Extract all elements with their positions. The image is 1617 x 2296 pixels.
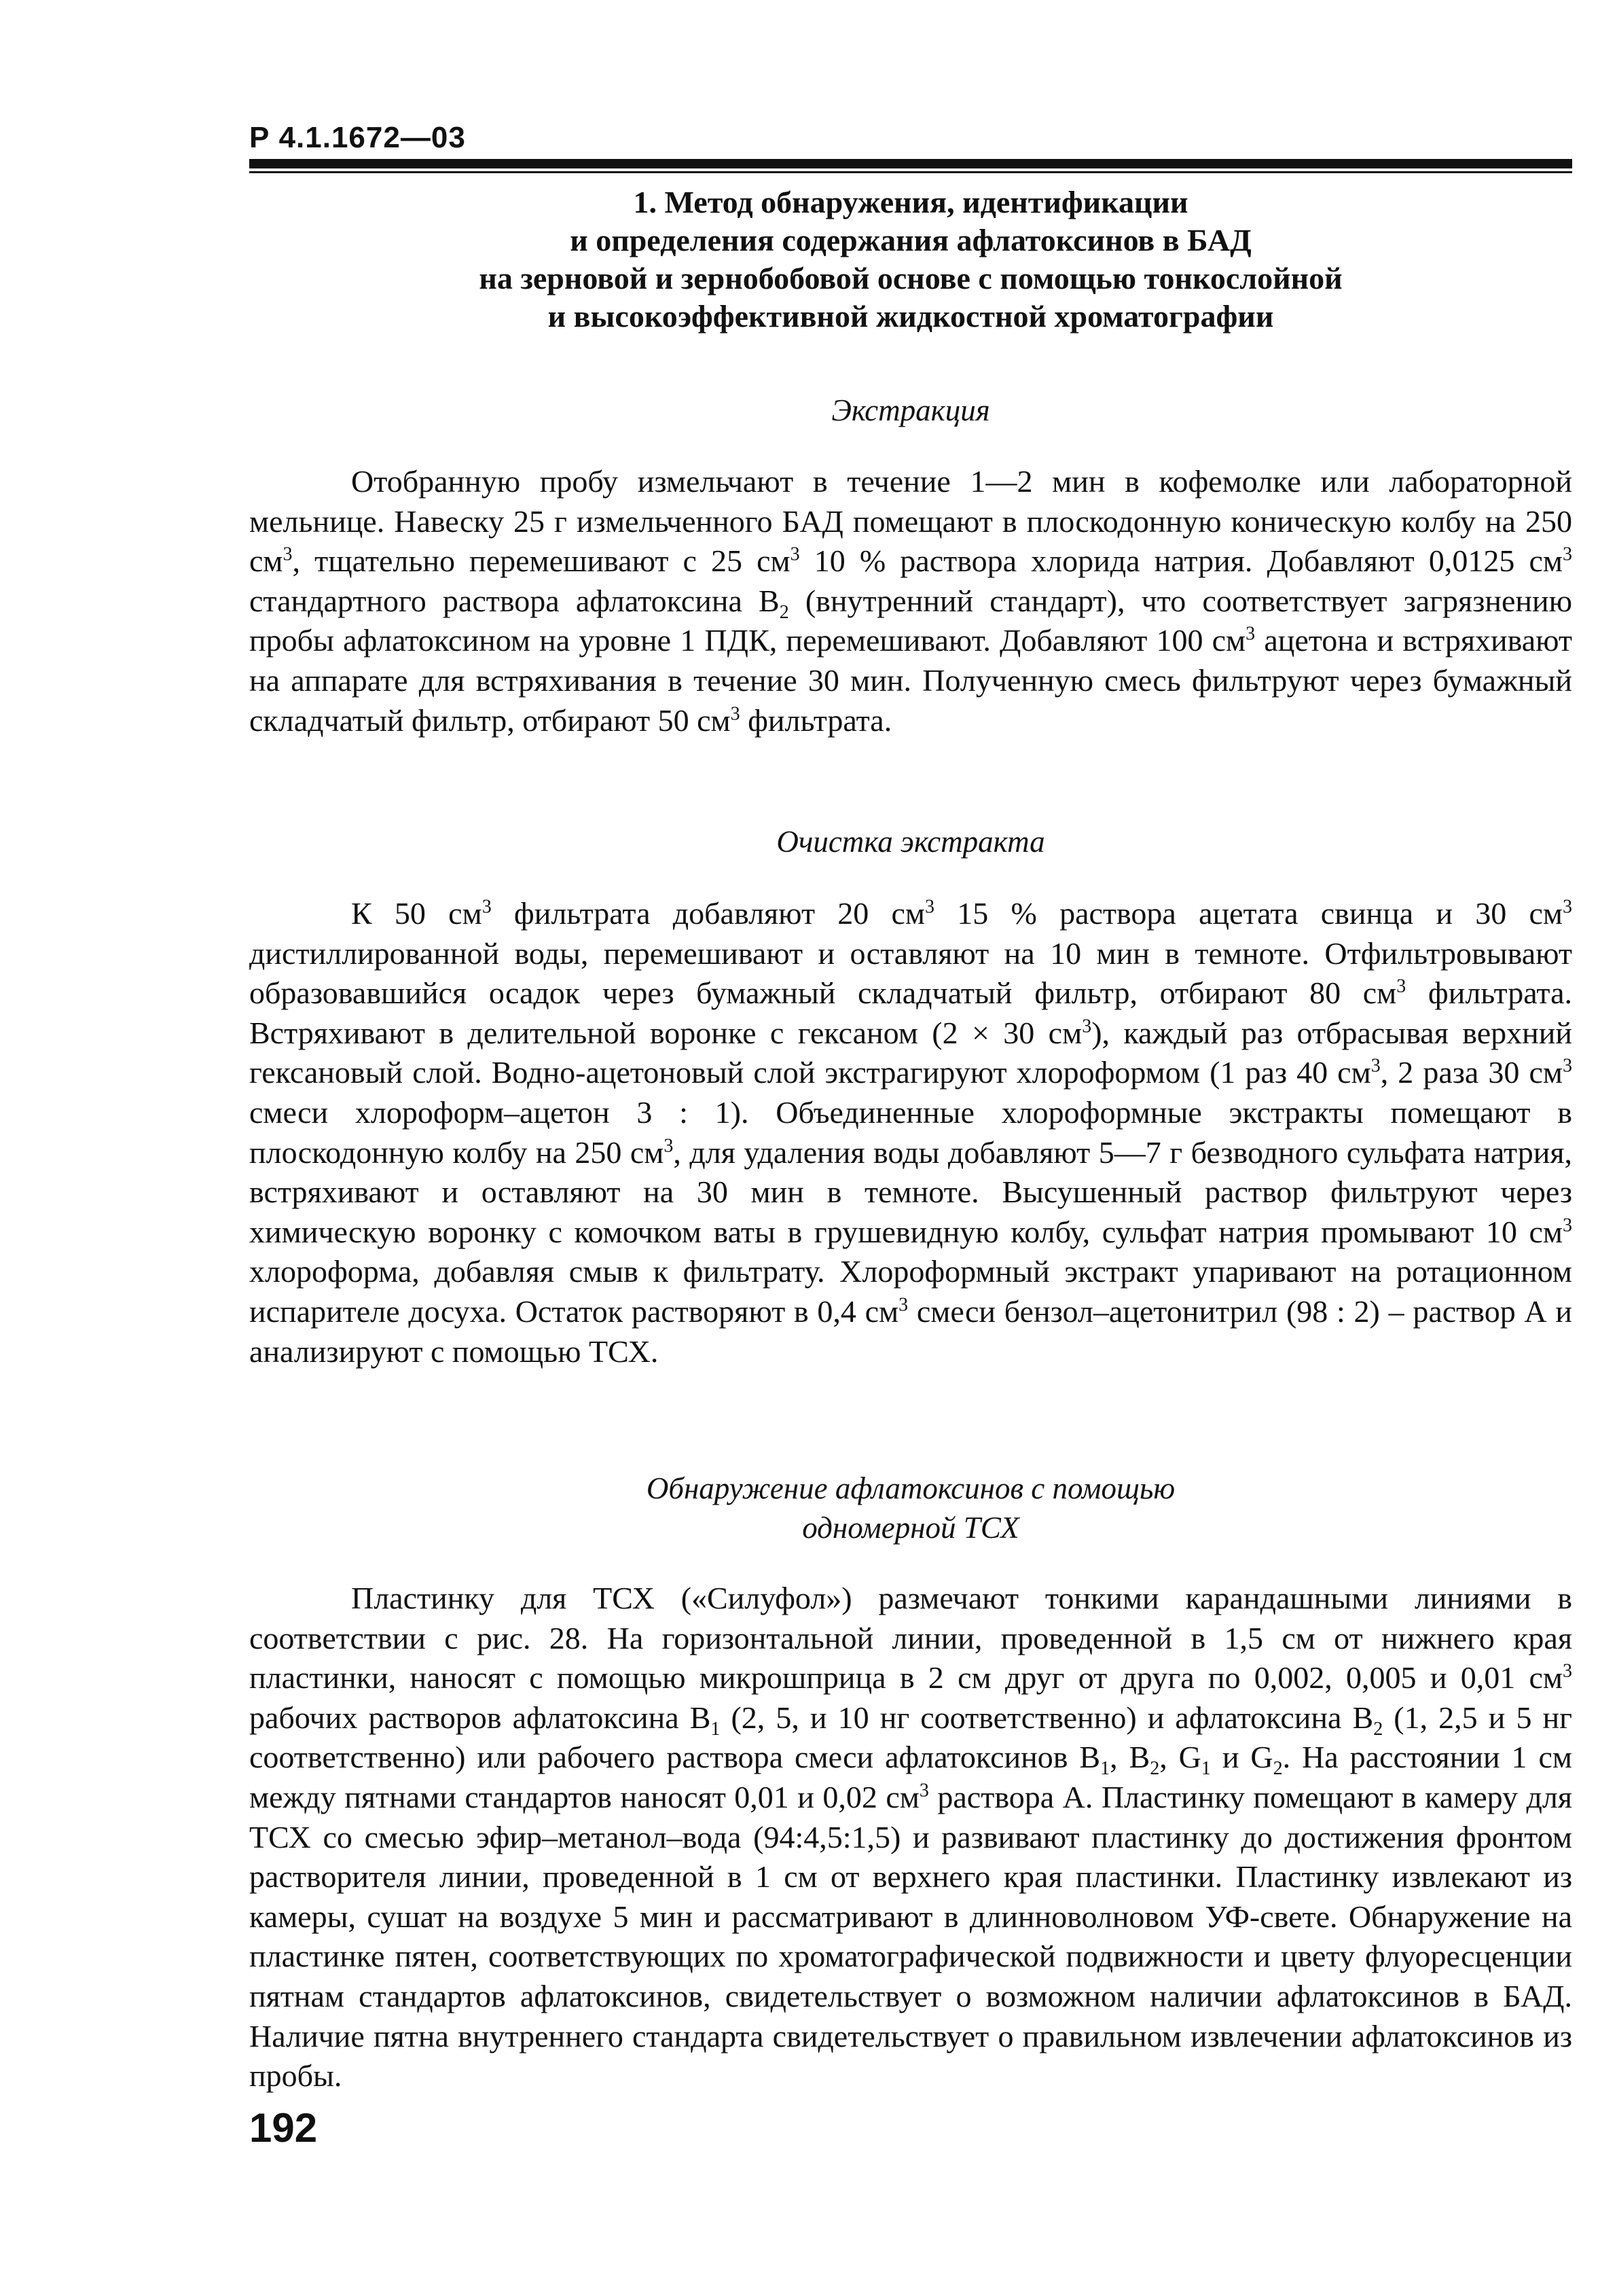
title-line: 1. Метод обнаружения, идентификации <box>633 185 1188 219</box>
title-line: на зерновой и зернобобовой основе с помощью тонкослойной <box>479 261 1343 295</box>
title-line: и определения содержания афлатоксинов в БАД <box>570 223 1252 257</box>
title-line: и высокоэффективной жидкостной хроматографии <box>547 299 1274 334</box>
document-code: Р 4.1.1672—03 <box>249 121 466 154</box>
subheading-line: Обнаружение афлатоксинов с помощью <box>646 1471 1176 1505</box>
section-title <box>249 183 1572 336</box>
subheading-line: одномерной ТСХ <box>802 1511 1019 1545</box>
header-rule <box>249 159 1572 168</box>
subheading-line: Очистка экстракта <box>776 825 1045 859</box>
paragraph-cleanup: К 50 $см^3$ фильтрата добавляют 20 $см^3$ 15 % раствора ацетата свинца и 30 $см^3$ дистиллированной воды, перемешивают и оставляют на 10 мин в темноте. Отфильтровывают образовавшийся осадок через бумажный складчатый фильтр, отбирают 80 $см^3$ фильтрата. Встряхивают в делительной воронке с гексаном (2 × 30 $см^3$), каждый раз отбрасывая верхний гексановый слой. Водно-ацетоновый слой экстрагируют хлороформом (1 раз 40 $см^3$, 2 раза 30 $см^3$ смеси хлороформ–ацетон 3 : 1). Объединенные хлороформные экстракты помещают в плоскодонную колбу на 250 $см^3$, для удаления воды добавляют 5—7 г безводного сульфата натрия, встряхивают и оставляют на 30 мин в темноте. Высушенный раствор фильтруют через химическую воронку с комочком ваты в грушевидную колбу, сульфат натрия промывают 10 $см^3$ хлороформа, добавляя смыв к фильтрату. Хлороформный экстракт упаривают на ротационном испарителе досуха. Остаток растворяют в 0,4 $см^3$ смеси бензол–ацетонитрил (98 : 2) – раствор А и анализируют с помощью ТСХ. <box>249 896 1573 1369</box>
paragraph-tlc: Пластинку для ТСХ («Силуфол») размечают тонкими карандашными линиями в соответствии с рис. 28. На горизонтальной линии, проведенной в 1,5 см от нижнего края пластинки, наносят с помощью микрошприца в 2 см друг от друга по 0,002, 0,005 и 0,01 $см^3$ рабочих растворов афлатоксина $B_1$ (2, 5, и 10 нг соответственно) и афлатоксина $B_2$ (1, 2,5 и 5 нг соответственно) или рабочего раствора смеси афлатоксинов $B_1$, $B_2$, $G_1$ и $G_2$. На расстоянии 1 см между пятнами стандартов наносят 0,01 и 0,02 $см^3$ раствора А. Пластинку помещают в камеру для ТСХ со смесью эфир–метанол–вода (94:4,5:1,5) и развивают пластинку до достижения фронтом растворителя линии, проведенной в 1 см от верхнего края пластинки. Пластинку извлекают из камеры, сушат на воздухе 5 мин и рассматривают в длинноволновом УФ-свете. Обнаружение на пластинке пятен, соответствующих по хроматографической подвижности и цвету флуоресценции пятнам стандартов афлатоксинов, свидетельствует о возможном наличии афлатоксинов в БАД. Наличие пятна внутреннего стандарта свидетельствует о правильном извлечении афлатоксинов из пробы. <box>249 1581 1573 2094</box>
page-number: 192 <box>249 2105 318 2151</box>
header-rule-thin <box>249 171 1572 173</box>
subheading-line: Экстракция <box>831 393 990 427</box>
subheading-tlc <box>249 1469 1572 1547</box>
paragraph-extraction: Отобранную пробу измельчают в течение 1—2 мин в кофемолке или лабораторной мельнице. Навеску 25 г измельченного БАД помещают в плоскодонную коническую колбу на 250 $см^3$, тщательно перемешивают с 25 $см^3$ 10 % раствора хлорида натрия. Добавляют 0,0125 $см^3$ стандартного раствора афлатоксина $B_2$ (внутренний стандарт), что соответствует загрязнению пробы афлатоксином на уровне 1 ПДК, перемешивают. Добавляют 100 $см^3$ ацетона и встряхивают на аппарате для встряхивания в течение 30 мин. Полученную смесь фильтруют через бумажный складчатый фильтр, отбирают 50 $см^3$ фильтрата. <box>249 464 1572 738</box>
subheading-extraction <box>249 391 1572 430</box>
subheading-cleanup <box>249 822 1572 861</box>
